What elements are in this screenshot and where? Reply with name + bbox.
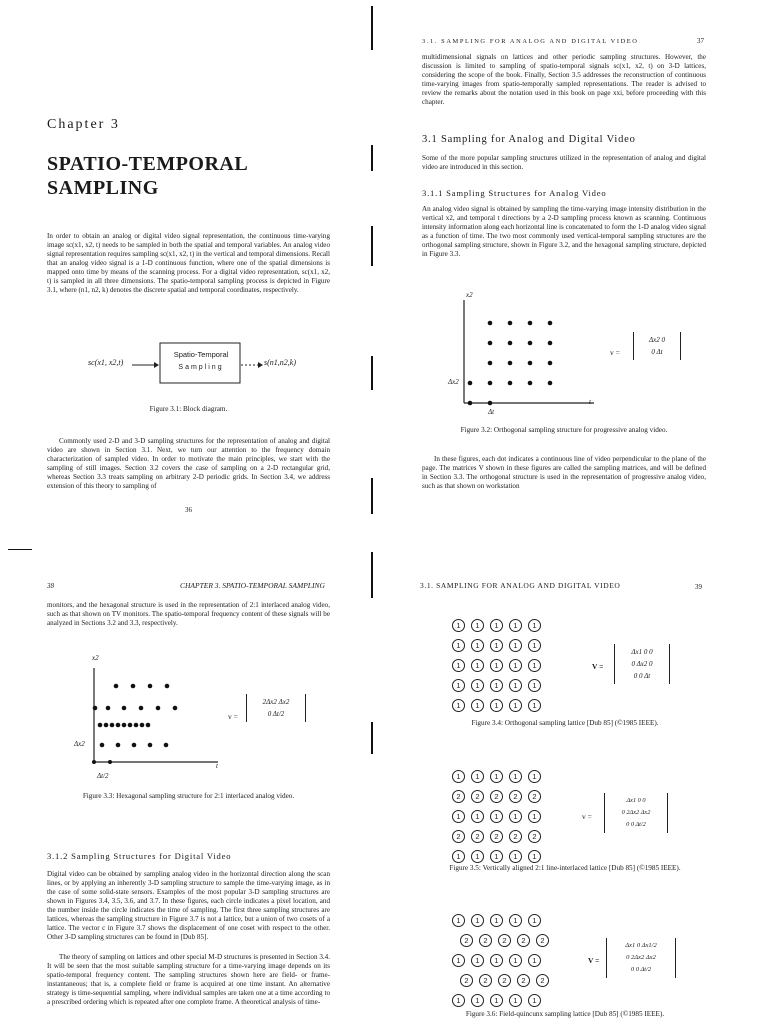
lattice-point: 1 bbox=[471, 639, 484, 652]
lattice-point: 1 bbox=[471, 954, 484, 967]
chapter-title-line-2: SAMPLING bbox=[47, 177, 159, 199]
lattice-point: 1 bbox=[509, 850, 522, 863]
block-input-label: sc(x1, x2,t) bbox=[88, 358, 124, 367]
block-box-line-1: Spatio-Temporal bbox=[173, 350, 229, 359]
axis-x-label: t bbox=[216, 762, 218, 770]
matrix-row: 0 Δt bbox=[651, 348, 663, 356]
lattice-point: 1 bbox=[452, 770, 465, 783]
figure-3-3-plot bbox=[78, 656, 238, 776]
delta-x2-label: Δx2 bbox=[74, 740, 85, 748]
figure-3-4-caption: Figure 3.4: Orthogonal sampling lattice [Dub 85] (©1985 IEEE). bbox=[471, 719, 659, 727]
lattice-point: 1 bbox=[528, 770, 541, 783]
matrix-row: 2Δx2 Δx2 bbox=[262, 698, 290, 706]
figure-3-6-lattice bbox=[452, 910, 555, 1010]
figure-3-2-plot bbox=[444, 290, 604, 420]
binding-mark bbox=[371, 6, 373, 50]
lattice-point: 1 bbox=[509, 699, 522, 712]
lattice-point: 2 bbox=[498, 974, 511, 987]
page-number: 39 bbox=[695, 583, 702, 591]
lattice-row bbox=[452, 615, 547, 635]
matrix-row: 0 Δx2 0 bbox=[631, 660, 653, 668]
orthogonal-dots bbox=[468, 321, 553, 406]
lattice-point: 1 bbox=[528, 810, 541, 823]
lattice-point: 1 bbox=[528, 850, 541, 863]
page-38 bbox=[0, 548, 384, 1024]
sampling-matrix bbox=[604, 793, 668, 833]
lattice-row bbox=[452, 766, 547, 786]
lattice-row bbox=[452, 826, 547, 846]
lattice-point: 1 bbox=[509, 659, 522, 672]
sampling-matrix bbox=[614, 644, 670, 684]
lattice-point: 2 bbox=[490, 830, 503, 843]
paragraph-3: The theory of sampling on lattices and other special M-D structures is presented in Section 3.4. It will be seen that the most suitable sampling structure for a time-varying image depends on its spatio-temporal frequency content. The sampling structures shown here are field- or frame-instantaneous; that is, a complete field or frame is acquired at one time instant. An alternative strategy is time-sequential sampling, where individual samples are taken one at a time according to a prescribed ordering which is repeated after one complete frame. A theoretical analysis of time- bbox=[47, 953, 330, 1006]
paragraph-2: Digital video can be obtained by sampling analog video in the horizontal direction along the scan lines, or by applying an inherently 3-D sampling structure to sample the time-varying image, as in the case of some solid-state sensors. Examples of the most popular 3-D sampling structures are shown in Figures 3.4, 3.5, 3.6, and 3.7. In these figures, each circle indicates a pixel location, and the number inside the circle indicates the time of sampling. The first three sampling structures are lattices, whereas the sampling structure in Figure 3.7 is not a lattice, but a union of two cosets of a lattice. The vector c in Figure 3.7 shows the displacement of one coset with respect to the other. Other 3-D sampling structures can be found in [Dub 85]. bbox=[47, 870, 330, 941]
lattice-point: 2 bbox=[536, 974, 549, 987]
lattice-point: 1 bbox=[528, 619, 541, 632]
page-number: 36 bbox=[185, 506, 192, 514]
intro-paragraph: In order to obtain an analog or digital video signal representation, the continuous time-varying image sc(x1, x2, t) needs to be sampled in both the spatial and temporal variables. An analog video signal representation requires sampling sc(x1, x2, t) in the vertical and temporal dimensions. Recall that an analog video signal is a 1-D continuous function, where one of the spatial dimensions is mapped onto time by means of the scanning process. For a digital video representation, sc(x1, x2, t) is sampled in all three dimensions. The spatio-temporal sampling process is depicted in Figure 3.1, where (n1, n2, k) denotes the discrete spatial and temporal coordinates, respectively. bbox=[47, 232, 330, 294]
lattice-point: 2 bbox=[460, 974, 473, 987]
lattice-row bbox=[452, 846, 547, 866]
chapter-title bbox=[47, 152, 248, 200]
lattice-row bbox=[452, 970, 555, 990]
block-box-line-2: Sampling bbox=[178, 364, 224, 371]
matrix-row: Δx1 0 0 bbox=[631, 648, 653, 656]
block-output-label: s(n1,n2,k) bbox=[264, 358, 296, 367]
sampling-matrix-label: V = bbox=[588, 956, 600, 965]
binding-mark bbox=[371, 356, 373, 390]
lattice-point: 1 bbox=[471, 699, 484, 712]
lattice-point: 1 bbox=[490, 639, 503, 652]
lattice-point: 1 bbox=[471, 810, 484, 823]
lattice-point: 1 bbox=[528, 954, 541, 967]
figure-3-1-caption: Figure 3.1: Block diagram. bbox=[149, 405, 228, 413]
lattice-row bbox=[452, 635, 547, 655]
section-heading: 3.1 Sampling for Analog and Digital Video bbox=[422, 134, 636, 145]
lattice-point: 2 bbox=[479, 934, 492, 947]
paragraph-2: Commonly used 2-D and 3-D sampling structures for the representation of analog and digital video are shown in Section 3.1. Next, we turn our attention to the frequency domain characterization of sampled video. In order to motivate the main principles, we start with the sampling of still images. Section 3.2 covers the case of sampling on a 2-D rectangular grid, whereas Section 3.3 treats sampling on arbitrary 2-D periodic grids. In Section 3.4, we address extension of this theory to sampling of bbox=[47, 437, 330, 490]
lattice-point: 1 bbox=[509, 810, 522, 823]
sampling-matrix-label: v = bbox=[582, 812, 592, 821]
lattice-point: 1 bbox=[490, 914, 503, 927]
sampling-matrix-label: v = bbox=[228, 712, 238, 721]
sampling-matrix bbox=[246, 694, 306, 722]
lattice-point: 1 bbox=[471, 659, 484, 672]
lattice-point: 1 bbox=[490, 699, 503, 712]
lattice-row bbox=[452, 910, 555, 930]
lattice-point: 1 bbox=[509, 639, 522, 652]
hexagonal-dots bbox=[92, 684, 177, 764]
lattice-point: 1 bbox=[452, 619, 465, 632]
matrix-row: Δx1 0 0 bbox=[626, 797, 646, 804]
axis-y-label: x2 bbox=[92, 654, 99, 662]
matrix-row: 0 2Δx2 Δx2 bbox=[626, 954, 656, 961]
paragraph-2: Some of the more popular sampling structures utilized in the representation of analog and digital video are introduced in this section. bbox=[422, 154, 706, 171]
page-36 bbox=[0, 0, 384, 540]
lattice-point: 1 bbox=[452, 850, 465, 863]
lattice-point: 1 bbox=[490, 810, 503, 823]
lattice-point: 1 bbox=[490, 659, 503, 672]
paragraph-1: multidimensional signals on lattices and other periodic sampling structures. However, the discussion is limited to sampling of spatio-temporal signals sc(x1, x2, t) on 3-D lattices, considering the scope of the book. Finally, Section 3.5 addresses the reconstruction of continuous time-varying images from spatio-temporally sampled representations. The reader is advised to review the remarks about the notation used in this book on page xxi, before proceeding with this chapter. bbox=[422, 53, 706, 106]
lattice-row bbox=[452, 990, 555, 1010]
paragraph-3: An analog video signal is obtained by sampling the time-varying image intensity distribution in the vertical x2, and temporal t directions by a 2-D sampling process known as scanning. Continuous intensity information along each horizontal line is concatenated to form the 1-D analog video signal as a function of time. The two most commonly used vertical-temporal sampling structures are the orthogonal sampling structure, shown in Figure 3.2, and the hexagonal sampling structure, depicted in Figure 3.3. bbox=[422, 205, 706, 258]
lattice-point: 1 bbox=[490, 850, 503, 863]
matrix-row: 0 Δt/2 bbox=[267, 710, 285, 718]
lattice-point: 2 bbox=[509, 830, 522, 843]
figure-3-6-caption: Figure 3.6: Field-quincunx sampling lattice [Dub 85] (©1985 IEEE). bbox=[465, 1010, 665, 1018]
lattice-point: 1 bbox=[509, 954, 522, 967]
figure-3-3-caption: Figure 3.3: Hexagonal sampling structure for 2:1 interlaced analog video. bbox=[82, 792, 295, 800]
lattice-point: 2 bbox=[528, 830, 541, 843]
lattice-point: 1 bbox=[471, 914, 484, 927]
sampling-matrix bbox=[633, 332, 681, 360]
chapter-label: Chapter 3 bbox=[47, 117, 120, 132]
lattice-point: 2 bbox=[509, 790, 522, 803]
lattice-row bbox=[452, 930, 555, 950]
lattice-point: 1 bbox=[452, 659, 465, 672]
lattice-point: 2 bbox=[460, 934, 473, 947]
matrix-row: 0 2Δx2 Δx2 bbox=[621, 809, 651, 816]
lattice-point: 1 bbox=[509, 770, 522, 783]
page-number: 37 bbox=[697, 37, 704, 45]
lattice-point: 1 bbox=[528, 914, 541, 927]
lattice-point: 1 bbox=[509, 994, 522, 1007]
delta-t-label: Δt/2 bbox=[97, 772, 109, 780]
lattice-point: 1 bbox=[452, 994, 465, 1007]
lattice-row bbox=[452, 675, 547, 695]
lattice-point: 1 bbox=[528, 679, 541, 692]
lattice-point: 1 bbox=[490, 954, 503, 967]
lattice-row bbox=[452, 695, 547, 715]
block-diagram bbox=[80, 340, 340, 390]
sampling-matrix-label: v = bbox=[610, 348, 620, 357]
lattice-point: 2 bbox=[536, 934, 549, 947]
figure-3-5-caption: Figure 3.5: Vertically aligned 2:1 line-interlaced lattice [Dub 85] (©1985 IEEE). bbox=[449, 864, 681, 872]
lattice-row bbox=[452, 806, 547, 826]
figure-3-4-lattice bbox=[452, 615, 547, 715]
lattice-point: 1 bbox=[490, 770, 503, 783]
binding-mark bbox=[371, 226, 373, 266]
matrix-row: 0 0 Δt bbox=[633, 672, 651, 680]
lattice-point: 2 bbox=[452, 790, 465, 803]
matrix-row: Δx2 0 bbox=[649, 336, 665, 344]
delta-x2-label: Δx2 bbox=[448, 378, 459, 386]
lattice-point: 2 bbox=[517, 974, 530, 987]
page-37 bbox=[384, 0, 768, 540]
lattice-point: 1 bbox=[452, 914, 465, 927]
matrix-row: 0 0 Δt/2 bbox=[626, 821, 646, 828]
lattice-point: 2 bbox=[471, 790, 484, 803]
subsection-heading: 3.1.1 Sampling Structures for Analog Video bbox=[422, 188, 607, 198]
paragraph-1: monitors, and the hexagonal structure is used in the representation of 2:1 interlaced analog video, such as that shown on TV monitors. The spatio-temporal frequency content of these signals will be analyzed in Sections 3.2 and 3.3, respectively. bbox=[47, 601, 330, 627]
lattice-point: 2 bbox=[479, 974, 492, 987]
paragraph-4: In these figures, each dot indicates a continuous line of video perpendicular to the plane of the page. The matrices V shown in these figures are called the sampling matrices, and will be defined in Section 3.3. The orthogonal structure is used in the representation of progressive analog video, such as that shown on workstation bbox=[422, 455, 706, 490]
lattice-row bbox=[452, 786, 547, 806]
axis-x-label: t bbox=[589, 398, 591, 406]
lattice-point: 2 bbox=[498, 934, 511, 947]
page-number: 38 bbox=[47, 582, 54, 590]
lattice-point: 1 bbox=[490, 619, 503, 632]
lattice-point: 1 bbox=[471, 770, 484, 783]
binding-mark bbox=[371, 145, 373, 171]
lattice-point: 1 bbox=[528, 994, 541, 1007]
lattice-point: 1 bbox=[471, 994, 484, 1007]
lattice-point: 2 bbox=[517, 934, 530, 947]
running-head: 3.1. SAMPLING FOR ANALOG AND DIGITAL VIDEO bbox=[422, 38, 639, 45]
subsection-heading: 3.1.2 Sampling Structures for Digital Video bbox=[47, 851, 232, 861]
lattice-point: 1 bbox=[471, 679, 484, 692]
lattice-point: 2 bbox=[452, 830, 465, 843]
lattice-row bbox=[452, 950, 555, 970]
lattice-point: 1 bbox=[528, 639, 541, 652]
lattice-point: 1 bbox=[452, 699, 465, 712]
lattice-point: 1 bbox=[452, 810, 465, 823]
lattice-point: 1 bbox=[490, 679, 503, 692]
figure-3-2-caption: Figure 3.2: Orthogonal sampling structure for progressive analog video. bbox=[460, 426, 668, 434]
lattice-point: 1 bbox=[509, 914, 522, 927]
page-39 bbox=[384, 548, 768, 1024]
matrix-row: 0 0 Δt/2 bbox=[630, 966, 652, 973]
sampling-matrix-label: V = bbox=[592, 662, 604, 671]
running-head: CHAPTER 3. SPATIO-TEMPORAL SAMPLING bbox=[180, 581, 325, 590]
lattice-point: 2 bbox=[528, 790, 541, 803]
delta-t-label: Δt bbox=[488, 408, 495, 416]
lattice-point: 1 bbox=[490, 994, 503, 1007]
figure-3-5-lattice bbox=[452, 766, 547, 866]
sampling-matrix bbox=[606, 938, 676, 978]
lattice-point: 1 bbox=[509, 679, 522, 692]
lattice-point: 1 bbox=[471, 619, 484, 632]
lattice-point: 2 bbox=[471, 830, 484, 843]
lattice-point: 2 bbox=[490, 790, 503, 803]
lattice-point: 1 bbox=[452, 639, 465, 652]
lattice-point: 1 bbox=[509, 619, 522, 632]
binding-mark bbox=[371, 478, 373, 514]
lattice-point: 1 bbox=[452, 679, 465, 692]
lattice-point: 1 bbox=[528, 699, 541, 712]
running-head: 3.1. SAMPLING FOR ANALOG AND DIGITAL VIDEO bbox=[420, 581, 621, 590]
lattice-row bbox=[452, 655, 547, 675]
lattice-point: 1 bbox=[528, 659, 541, 672]
matrix-row: Δx1 0 Δx1/2 bbox=[625, 942, 657, 949]
axis-y-label: x2 bbox=[466, 291, 473, 299]
chapter-title-line-1: SPATIO-TEMPORAL bbox=[47, 153, 249, 175]
lattice-point: 1 bbox=[452, 954, 465, 967]
lattice-point: 1 bbox=[471, 850, 484, 863]
